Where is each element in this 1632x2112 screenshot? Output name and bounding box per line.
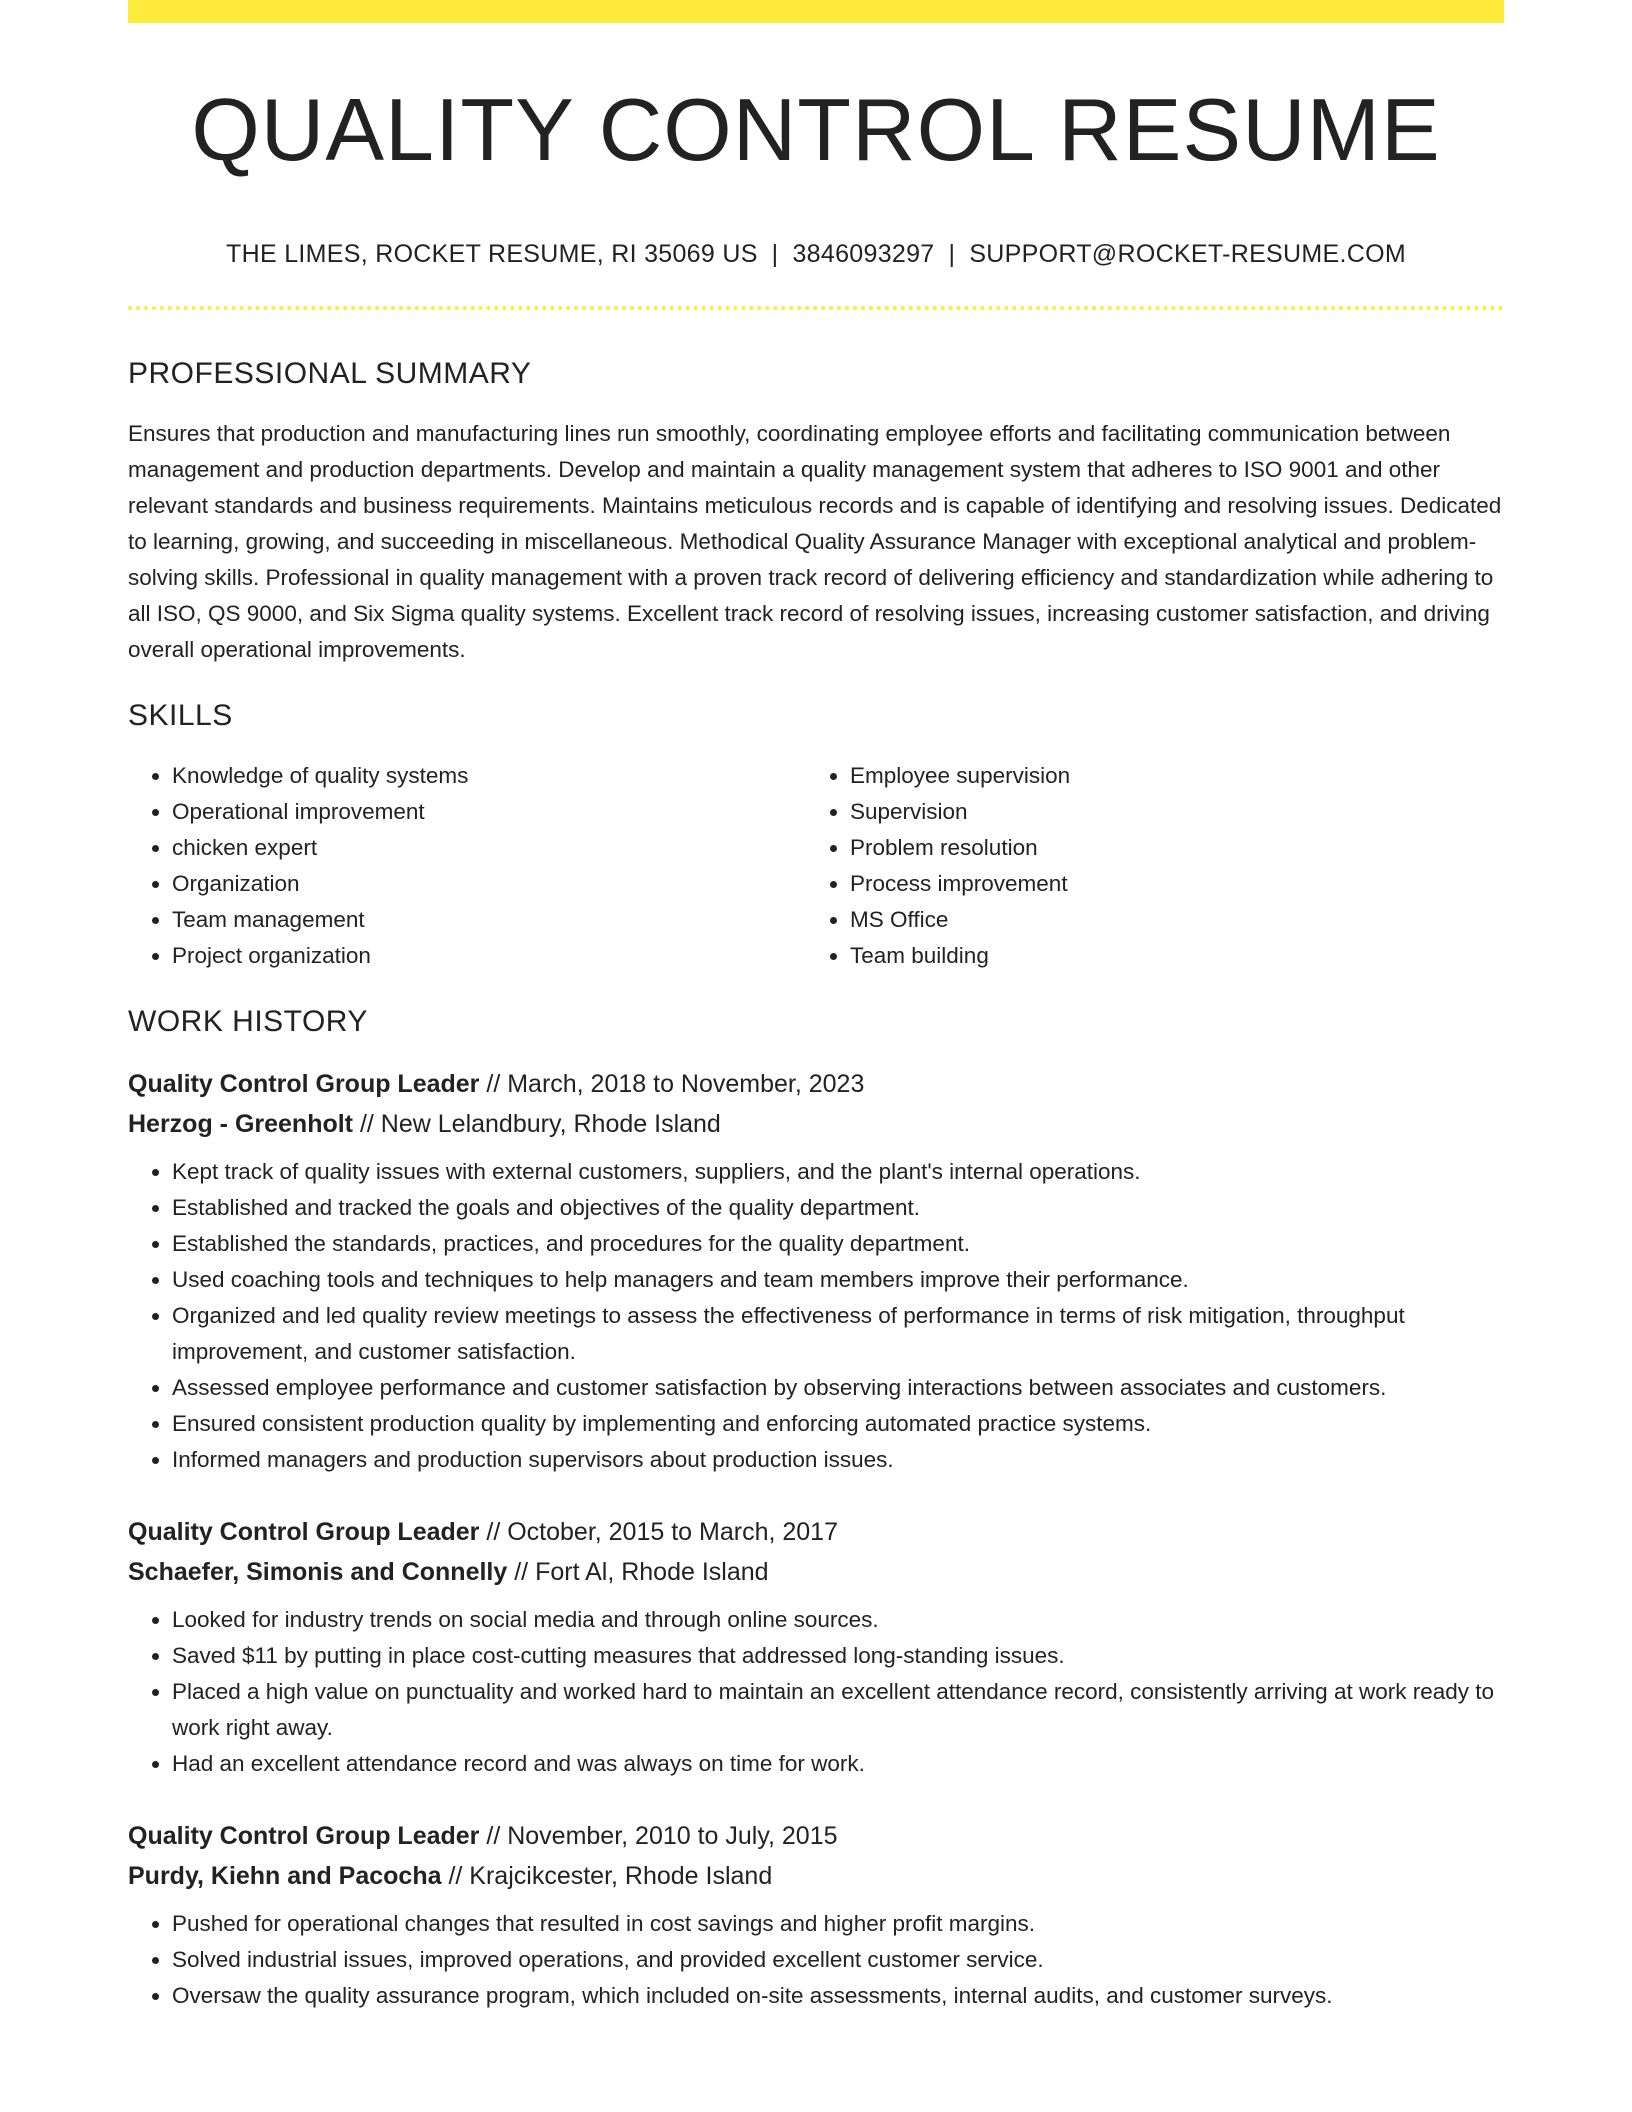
skill-item: • Project organization <box>172 938 806 974</box>
resume-title: QUALITY CONTROL RESUME <box>191 80 1441 179</box>
job-bullets <box>128 1602 1504 1782</box>
job-company-line <box>128 1856 1504 1896</box>
skill-item: • MS Office <box>850 902 1484 938</box>
summary-section <box>128 354 1504 668</box>
work-history-heading: WORK HISTORY <box>128 1005 368 1038</box>
job-bullet: • Kept track of quality issues with external customers, suppliers, and the plant's internal operations. <box>172 1154 1504 1190</box>
job-bullets <box>128 1906 1504 2014</box>
job-title: Quality Control Group Leader <box>128 1518 480 1546</box>
skills-section <box>128 696 1504 974</box>
job-company: Herzog - Greenholt <box>128 1110 354 1138</box>
skill-item: • Problem resolution <box>850 830 1484 866</box>
job-location: // Fort Al, Rhode Island <box>514 1558 769 1586</box>
work-history-section <box>128 1002 1504 2014</box>
job-bullet: • Established the standards, practices, and procedures for the quality department. <box>172 1226 1504 1262</box>
job-entry <box>128 1816 1504 2014</box>
job-location: // New Lelandbury, Rhode Island <box>359 1110 721 1138</box>
skill-item: • Operational improvement <box>172 794 806 830</box>
job-bullets <box>128 1154 1504 1478</box>
job-bullet: • Looked for industry trends on social media and through online sources. <box>172 1602 1504 1638</box>
job-bullet: • Used coaching tools and techniques to help managers and team members improve their performance. <box>172 1262 1504 1298</box>
job-title-line <box>128 1816 1504 1856</box>
job-bullet: • Oversaw the quality assurance program, which included on-site assessments, internal audits, and customer surveys. <box>172 1978 1504 2014</box>
job-bullet: • Placed a high value on punctuality and worked hard to maintain an excellent attendance record, consistently arriving at work ready to work right away. <box>172 1674 1504 1746</box>
skills-grid <box>128 758 1504 974</box>
skill-item: • Supervision <box>850 794 1484 830</box>
contact-phone: 3846093297 <box>792 240 935 268</box>
job-title: Quality Control Group Leader <box>128 1070 480 1098</box>
job-dates: // November, 2010 to July, 2015 <box>486 1822 838 1850</box>
job-bullet: • Established and tracked the goals and objectives of the quality department. <box>172 1190 1504 1226</box>
skill-item: • Process improvement <box>850 866 1484 902</box>
contact-separator: | <box>948 240 956 268</box>
job-bullet: • Solved industrial issues, improved operations, and provided excellent customer service. <box>172 1942 1504 1978</box>
contact-line <box>128 236 1504 272</box>
skill-item: • Organization <box>172 866 806 902</box>
skill-item: • Team management <box>172 902 806 938</box>
resume-content <box>128 354 1504 2048</box>
job-title-line <box>128 1064 1504 1104</box>
job-title: Quality Control Group Leader <box>128 1822 480 1850</box>
job-bullet: • Pushed for operational changes that resulted in cost savings and higher profit margins. <box>172 1906 1504 1942</box>
top-accent-bar <box>128 0 1504 23</box>
job-bullet: • Organized and led quality review meetings to assess the effectiveness of performance in terms of risk mitigation, throughput improvement, and customer satisfaction. <box>172 1298 1504 1370</box>
job-company: Purdy, Kiehn and Pacocha <box>128 1862 442 1890</box>
job-bullet: • Informed managers and production supervisors about production issues. <box>172 1442 1504 1478</box>
job-location: // Krajcikcester, Rhode Island <box>448 1862 773 1890</box>
job-entry <box>128 1512 1504 1782</box>
job-company: Schaefer, Simonis and Connelly <box>128 1558 508 1586</box>
skill-item: • Knowledge of quality systems <box>172 758 806 794</box>
skill-item: • Employee supervision <box>850 758 1484 794</box>
contact-separator: | <box>771 240 779 268</box>
skills-list-right <box>806 758 1484 974</box>
job-bullet: • Ensured consistent production quality by implementing and enforcing automated practice systems. <box>172 1406 1504 1442</box>
contact-address: THE LIMES, ROCKET RESUME, RI 35069 US <box>226 240 758 268</box>
job-dates: // March, 2018 to November, 2023 <box>486 1070 865 1098</box>
skill-item: • chicken expert <box>172 830 806 866</box>
summary-heading: PROFESSIONAL SUMMARY <box>128 357 532 390</box>
job-title-line <box>128 1512 1504 1552</box>
skills-heading: SKILLS <box>128 699 233 732</box>
job-company-line <box>128 1104 1504 1144</box>
job-bullet: • Saved $11 by putting in place cost-cutting measures that addressed long-standing issues. <box>172 1638 1504 1674</box>
skill-item: • Team building <box>850 938 1484 974</box>
job-dates: // October, 2015 to March, 2017 <box>486 1518 838 1546</box>
job-company-line <box>128 1552 1504 1592</box>
skills-list-left <box>128 758 806 974</box>
job-bullet: • Assessed employee performance and customer satisfaction by observing interactions between associates and customers. <box>172 1370 1504 1406</box>
contact-email[interactable]: SUPPORT@ROCKET-RESUME.COM <box>969 240 1406 268</box>
job-entry <box>128 1064 1504 1478</box>
job-bullet: • Had an excellent attendance record and was always on time for work. <box>172 1746 1504 1782</box>
summary-text: Ensures that production and manufacturing lines run smoothly, coordinating employee efforts and facilitating communication between management and production departments. Develop and maintain a quality management system that adheres to ISO 9001 and other relevant standards and business requirements. Maintains meticulous records and is capable of identifying and resolving issues. Dedicated to learning, growing, and succeeding in miscellaneous. Methodical Quality Assurance Manager with exceptional analytical and problem-solving skills. Professional in quality management with a proven track record of delivering efficiency and standardization while adhering to all ISO, QS 9000, and Six Sigma quality systems. Excellent track record of resolving issues, increasing customer satisfaction, and driving overall operational improvements. <box>128 421 1502 662</box>
dotted-divider <box>128 306 1504 310</box>
